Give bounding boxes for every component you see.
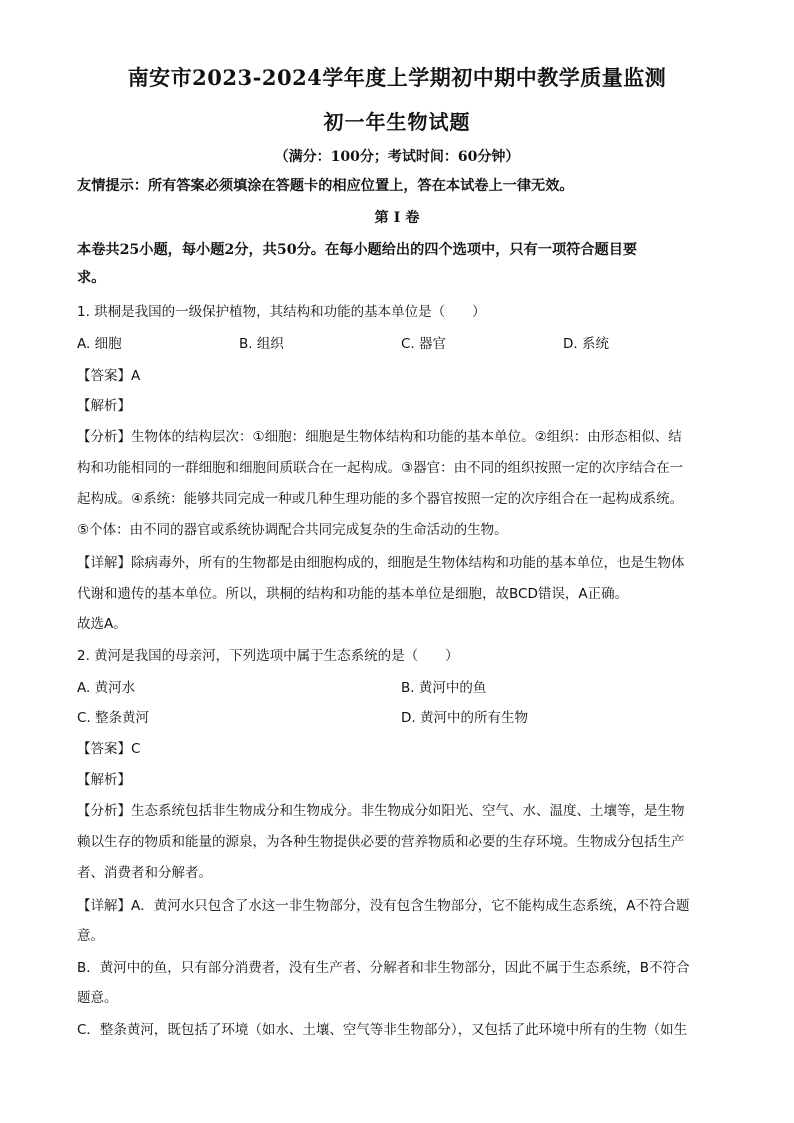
q2-analysis-line: 题意。 [77,990,118,1006]
q2-analysis-line: 意。 [77,928,104,944]
q1-analysis-line: 故选A。 [77,616,127,632]
q1-option-d: D. 系统 [563,336,609,352]
q1-analysis-line: 【详解】除病毒外，所有的生物都是由细胞构成的，细胞是生物体结构和功能的基本单位，也是生物体 [77,555,685,571]
section-instruction-line2: 求。 [77,270,106,286]
q2-answer: 【答案】C [77,741,141,757]
q2-analysis-line: B．黄河中的鱼，只有部分消费者，没有生产者、分解者和非生物部分，因此不属于生态系统，B不符合 [77,960,690,976]
section-instruction-line1: 本卷共25小题，每小题2分，共50分。在每小题给出的四个选项中，只有一项符合题目要 [77,242,638,258]
q1-option-b: B. 组织 [239,336,284,352]
q1-stem: 1. 珙桐是我国的一级保护植物，其结构和功能的基本单位是（ ） [77,304,486,320]
exam-info: （满分：100分；考试时间：60分钟） [274,149,520,165]
q2-option-c: C. 整条黄河 [77,710,150,726]
q1-analysis-line: 构和功能相同的一群细胞和细胞间质联合在一起构成。③器官：由不同的组织按照一定的次序结合在一 [77,460,684,476]
q1-option-a: A. 细胞 [77,336,122,352]
q1-analysis-line: 【分析】生物体的结构层次：①细胞：细胞是生物体结构和功能的基本单位。②组织：由形态相似、结 [77,429,682,445]
q1-analysis-label: 【解析】 [77,398,131,414]
q2-option-d: D. 黄河中的所有生物 [401,710,528,726]
q2-option-a: A. 黄河水 [77,680,136,696]
q2-option-b: B. 黄河中的鱼 [401,680,487,696]
q2-analysis-label: 【解析】 [77,772,131,788]
q2-analysis-line: C．整条黄河，既包括了环境（如水、土壤、空气等非生物部分），又包括了此环境中所有的生物（如生 [77,1022,688,1038]
q1-option-c: C. 器官 [401,336,447,352]
section-title: 第 I 卷 [374,210,420,226]
q1-analysis-line: 起构成。④系统：能够共同完成一种或几种生理功能的多个器官按照一定的次序组合在一起构成系统。 [77,491,684,507]
q2-analysis-line: 赖以生存的物质和能量的源泉，为各种生物提供必要的营养物质和必要的生存环境。生物成分包括生产 [77,834,685,850]
q1-analysis-line: ⑤个体：由不同的器官或系统协调配合共同完成复杂的生命活动的生物。 [77,522,508,538]
q2-analysis-line: 【详解】A．黄河水只包含了水这一非生物部分，没有包含生物部分，它不能构成生态系统，A不符合题 [77,898,690,914]
notice-text: 友情提示：所有答案必须填涂在答题卡的相应位置上，答在本试卷上一律无效。 [77,178,574,194]
exam-subject: 初一年生物试题 [323,110,471,134]
exam-title: 南安市2023-2024学年度上学期初中期中教学质量监测 [127,65,667,90]
q2-analysis-line: 【分析】生态系统包括非生物成分和生物成分。非生物成分如阳光、空气、水、温度、土壤等，是生物 [77,803,685,819]
q1-analysis-line: 代谢和遗传的基本单位。所以，珙桐的结构和功能的基本单位是细胞，故BCD错误，A正确。 [77,586,629,602]
q2-stem: 2. 黄河是我国的母亲河，下列选项中属于生态系统的是（ ） [77,648,459,664]
q2-analysis-line: 者、消费者和分解者。 [77,865,212,881]
q1-answer: 【答案】A [77,368,141,384]
